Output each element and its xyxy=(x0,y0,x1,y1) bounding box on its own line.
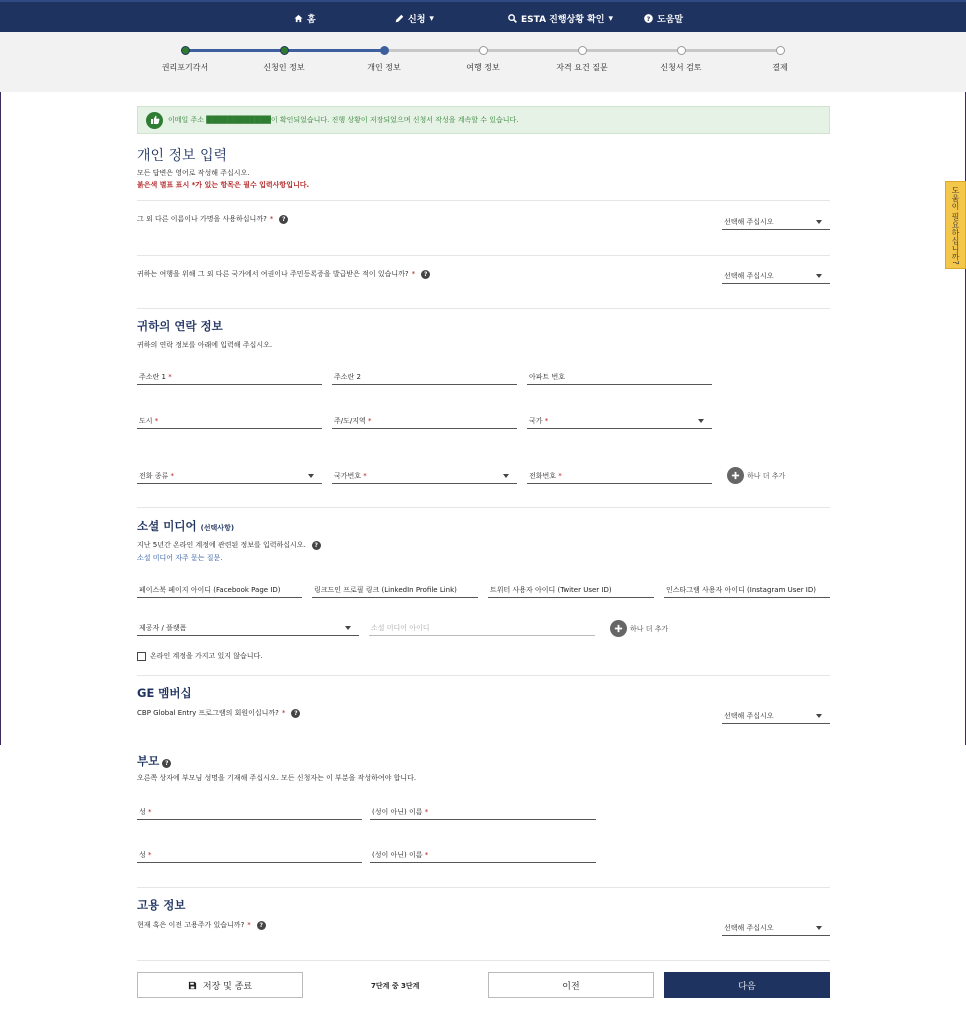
country-code-label: 국가번호 xyxy=(334,471,362,480)
instagram-label: 인스타그램 사용자 아이디 (Instagram User ID) xyxy=(666,585,816,594)
help-icon[interactable]: ? xyxy=(279,215,288,224)
no-account-label: 온라인 계정을 가지고 있지 않습니다. xyxy=(150,652,263,660)
optional-tag: (선택사항) xyxy=(200,524,235,532)
top-navbar xyxy=(0,0,966,32)
social-id-field[interactable] xyxy=(369,620,595,636)
nav-home[interactable] xyxy=(294,12,316,25)
personal-title: 개인 정보 입력 xyxy=(137,148,228,164)
other-names-select[interactable] xyxy=(722,214,830,230)
contact-desc: 귀하의 연락 정보를 아래에 입력해 주십시오. xyxy=(137,341,273,349)
caret-down-icon xyxy=(816,274,822,278)
required-note: 붉은색 별표 표시 *가 있는 항목은 필수 입력사항입니다. xyxy=(137,181,310,189)
address2-field[interactable] xyxy=(332,369,517,385)
email-confirmed-alert xyxy=(137,106,830,134)
other-passport-label: 귀하는 여행을 위해 그 외 다른 국가에서 여권이나 주민등록증을 발급받은 적이 있습니까? xyxy=(137,270,409,278)
social-title-text: 소셜 미디어 xyxy=(137,519,197,533)
step-marker xyxy=(776,46,785,55)
plus-icon xyxy=(610,620,627,637)
apartment-field[interactable] xyxy=(527,369,712,385)
select-placeholder: 선택해 주십시오 xyxy=(724,711,774,720)
step-label: 여행 정보 xyxy=(466,63,500,72)
help-icon[interactable]: ? xyxy=(312,541,321,550)
no-account-checkbox[interactable] xyxy=(137,652,146,661)
step-marker xyxy=(578,46,587,55)
twitter-label: 트위터 사용자 아이디 (Twiter User ID) xyxy=(490,585,612,594)
add-phone-label: 하나 더 추가 xyxy=(747,471,786,480)
nav-help[interactable] xyxy=(644,12,683,25)
parents-title xyxy=(137,753,171,769)
employment-select[interactable] xyxy=(722,920,830,936)
provider-select[interactable] xyxy=(137,620,359,636)
address1-field[interactable] xyxy=(137,369,322,385)
required-star: * xyxy=(361,471,367,480)
required-star: * xyxy=(556,471,562,480)
step-label: 권리포기각서 xyxy=(161,63,209,72)
country-code-select[interactable] xyxy=(332,468,517,484)
step-marker xyxy=(181,46,190,55)
social-faq-link[interactable]: 소셜 미디어 자주 묻는 질문. xyxy=(137,554,223,562)
step-label: 신청인 정보 xyxy=(263,63,305,72)
phone-type-label: 전화 종류 xyxy=(139,471,169,480)
employment-title: 고용 정보 xyxy=(137,898,186,912)
select-placeholder: 선택해 주십시오 xyxy=(724,217,774,226)
required-star: * xyxy=(145,807,152,816)
other-passport-question xyxy=(137,269,430,279)
parents-desc: 오른쪽 상자에 부모님 성명을 기재해 주십시오. 모든 신청자는 이 부분을 작성하여야 합니다. xyxy=(137,774,417,782)
social-desc: 지난 5년간 온라인 계정에 관련된 정보를 입력하십시오. xyxy=(137,541,306,549)
provider-label: 제공자 / 플랫폼 xyxy=(139,623,187,632)
no-account-checkbox-row[interactable] xyxy=(137,651,263,661)
country-label: 국가 xyxy=(529,416,543,425)
required-star: * xyxy=(422,807,429,816)
parent1-first-name-field[interactable] xyxy=(370,804,596,820)
facebook-field[interactable] xyxy=(137,582,302,598)
required-star: * xyxy=(422,850,429,859)
save-exit-button[interactable] xyxy=(137,972,303,998)
caret-down-icon xyxy=(816,220,822,224)
parents-title-text: 부모 xyxy=(137,754,160,768)
last-name-label: 성 xyxy=(139,850,146,859)
required-star: * xyxy=(365,416,372,425)
other-passport-select[interactable] xyxy=(722,268,830,284)
thumbs-up-icon xyxy=(146,112,163,129)
phone-field[interactable] xyxy=(527,468,712,484)
question-circle-icon xyxy=(644,14,653,23)
nav-status[interactable] xyxy=(508,12,613,25)
linkedin-field[interactable] xyxy=(312,582,478,598)
help-icon[interactable]: ? xyxy=(162,759,171,768)
step-label: 자격 요건 질문 xyxy=(556,63,608,72)
other-names-question xyxy=(137,214,288,224)
twitter-field[interactable] xyxy=(488,582,654,598)
add-social-label: 하나 더 추가 xyxy=(630,624,669,633)
select-placeholder: 선택해 주십시오 xyxy=(724,271,774,280)
help-icon[interactable]: ? xyxy=(257,921,266,930)
search-icon xyxy=(508,14,517,23)
prev-button[interactable]: 이전 xyxy=(488,972,654,998)
required-star: * xyxy=(168,471,175,480)
address2-label: 주소란 2 xyxy=(334,372,361,381)
divider xyxy=(137,887,830,888)
phone-type-select[interactable] xyxy=(137,468,322,484)
required-star: * xyxy=(145,850,152,859)
caret-down-icon xyxy=(345,626,351,630)
required-star: * xyxy=(152,416,159,425)
parent2-last-name-field[interactable] xyxy=(137,847,362,863)
parent1-last-name-field[interactable] xyxy=(137,804,362,820)
state-label: 주/도/지역 xyxy=(334,416,366,425)
divider xyxy=(137,507,830,508)
svg-text:?: ? xyxy=(646,15,651,23)
divider xyxy=(137,675,830,676)
nav-home-label: 홈 xyxy=(307,15,316,25)
social-id-label: 소셜 미디어 아이디 xyxy=(371,623,430,632)
city-label: 도시 xyxy=(139,416,153,425)
required-star: * xyxy=(542,416,549,425)
linkedin-label: 링크드인 프로필 링크 (LinkedIn Profile Link) xyxy=(314,585,457,594)
caret-down-icon xyxy=(816,714,822,718)
ge-question xyxy=(137,708,300,718)
facebook-label: 페이스북 페이지 아이디 (Facebook Page ID) xyxy=(139,585,281,594)
parent2-first-name-field[interactable] xyxy=(370,847,596,863)
address1-label: 주소란 1 xyxy=(139,372,166,381)
social-title xyxy=(137,518,234,534)
employment-question-label: 현재 혹은 이전 고용주가 있습니까? xyxy=(137,921,245,929)
step-count: 7단계 중 3단계 xyxy=(371,982,420,990)
step-label: 신청서 검토 xyxy=(660,63,702,72)
divider xyxy=(137,200,830,201)
next-button[interactable]: 다음 xyxy=(664,972,830,998)
caret-down-icon xyxy=(698,419,704,423)
employment-question xyxy=(137,920,266,930)
instagram-field[interactable] xyxy=(664,582,830,598)
step-marker xyxy=(380,46,389,55)
nav-apply[interactable] xyxy=(395,12,434,25)
required-star: * xyxy=(411,270,416,278)
divider xyxy=(137,960,830,961)
step-marker xyxy=(479,46,488,55)
caret-down-icon xyxy=(308,474,314,478)
floppy-disk-icon xyxy=(188,981,197,990)
required-star: * xyxy=(269,215,274,223)
add-phone-button[interactable] xyxy=(727,467,785,484)
nav-help-label: 도움말 xyxy=(657,15,684,25)
divider xyxy=(137,255,830,256)
save-exit-label: 저장 및 종료 xyxy=(202,981,253,992)
help-icon[interactable]: ? xyxy=(421,270,430,279)
add-social-button[interactable] xyxy=(610,620,668,637)
alert-text: 이메일 주소 ████████████이 확인되었습니다. 진행 상황이 저장되었으며 신청서 작성을 계속할 수 있습니다. xyxy=(168,116,519,124)
step-label: 개인 정보 xyxy=(367,63,401,72)
social-desc-row xyxy=(137,540,321,550)
ge-select[interactable] xyxy=(722,708,830,724)
ge-title: GE 멤버십 xyxy=(137,686,192,700)
caret-down-icon xyxy=(503,474,509,478)
state-field[interactable] xyxy=(332,413,517,429)
caret-down-icon: ▾ xyxy=(608,13,613,24)
window-border-left xyxy=(0,0,1,745)
city-field[interactable] xyxy=(137,413,322,429)
country-select[interactable] xyxy=(527,413,712,429)
select-placeholder: 선택해 주십시오 xyxy=(724,923,774,932)
ge-question-label: CBP Global Entry 프로그램의 회원이십니까? xyxy=(137,709,279,717)
personal-desc: 모든 답변은 영어로 작성해 주십시오. xyxy=(137,169,250,177)
apartment-label: 아파트 번호 xyxy=(529,372,566,381)
step-label: 결제 xyxy=(772,63,788,72)
pencil-icon xyxy=(395,14,404,23)
nav-status-label: ESTA 진행상황 확인 xyxy=(521,15,605,25)
divider xyxy=(137,308,830,309)
nav-apply-label: 신청 xyxy=(408,15,426,25)
home-icon xyxy=(294,14,303,23)
caret-down-icon: ▾ xyxy=(429,13,434,24)
last-name-label: 성 xyxy=(139,807,146,816)
required-star: * xyxy=(281,709,286,717)
help-icon[interactable]: ? xyxy=(291,709,300,718)
step-marker xyxy=(677,46,686,55)
plus-icon xyxy=(727,467,744,484)
step-marker xyxy=(280,46,289,55)
caret-down-icon xyxy=(816,926,822,930)
first-name-label: (성이 아닌) 이름 xyxy=(372,807,423,816)
required-star: * xyxy=(247,921,251,929)
help-side-tab[interactable]: 도움이 필요하십니까? xyxy=(945,181,966,269)
first-name-label: (성이 아닌) 이름 xyxy=(372,850,423,859)
other-names-label: 그 외 다른 이름이나 가명을 사용하십니까? xyxy=(137,215,267,223)
phone-label: 전화번호 xyxy=(529,471,557,480)
contact-title: 귀하의 연락 정보 xyxy=(137,319,223,333)
required-star: * xyxy=(165,372,172,381)
